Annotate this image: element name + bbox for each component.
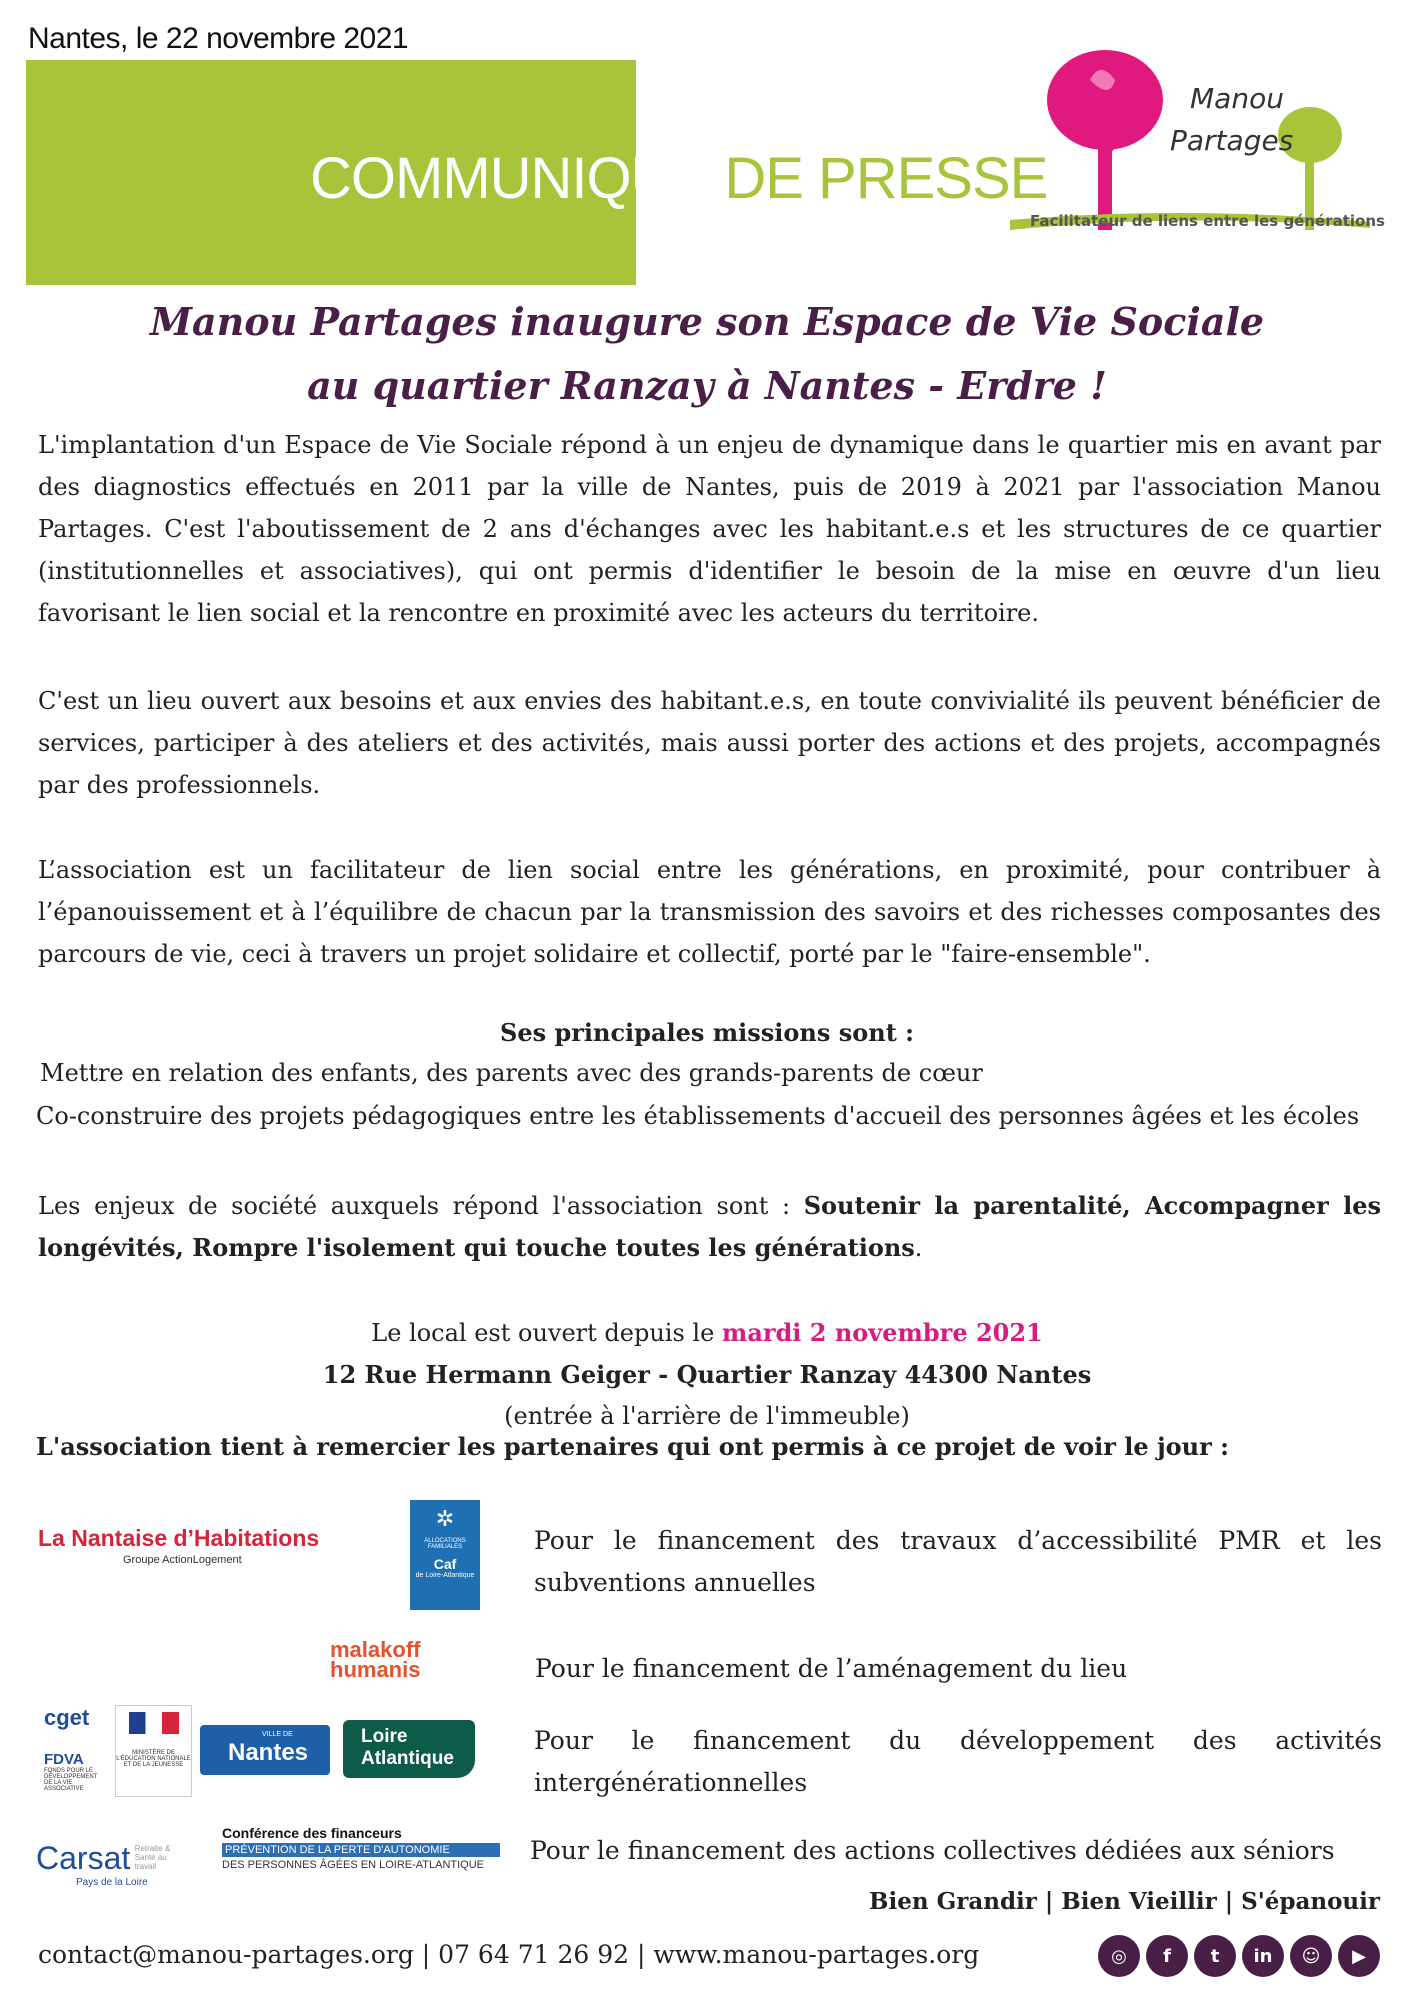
ministere-text: MINISTÈRE DE L'ÉDUCATION NATIONALE ET DE LA JEUNESSE: [116, 1750, 191, 1768]
headline: [0, 290, 1414, 418]
malakoff-logo: [330, 1637, 421, 1682]
nantaise-name: La Nantaise d’Habitations: [38, 1525, 320, 1551]
mission-item: Co-construire des projets pédagogiques entre les établissements d'accueil des personnes âgées et les écoles: [36, 1102, 1360, 1130]
stakes-end: .: [914, 1234, 923, 1262]
paragraph-1: L'implantation d'un Espace de Vie Sociale répond à un enjeu de dynamique dans le quartier mis en avant par des diagnostics effectués en 2011 par la ville de Nantes, puis de 2019 à 2021 par l'association Manou Partages. C'est l'aboutissement de 2 ans d'échanges avec les habitant.e.s et les structures de ce quartier (institutionnelles et associatives), qui ont permis d'identifier le besoin de la mise en œuvre d'un lieu favorisant le lien social et la rencontre en proximité avec les acteurs du territoire.: [38, 431, 1381, 627]
banner-title-part1: COMMUNIQUÉ: [310, 146, 710, 211]
carsat-side: Retraite & Santé au travail: [134, 1844, 171, 1871]
stakes-intro: Les enjeux de société auxquels répond l'association sont :: [38, 1192, 804, 1220]
carsat-logo: [36, 1840, 175, 1888]
opening-info: [0, 1318, 1414, 1347]
opening-date: mardi 2 novembre 2021: [721, 1318, 1043, 1347]
logo-tagline: Facilitateur de liens entre les générations: [1030, 212, 1385, 230]
headline-line1: Manou Partages inaugure son Espace de Vie Sociale: [149, 299, 1265, 344]
caf-logo: ✲ ALLOCATIONS FAMILIALES Caf de Loire-Atlantique: [410, 1500, 480, 1610]
loire-line1: Loire: [361, 1726, 408, 1747]
social-links: [1098, 1935, 1380, 1977]
headline-line2: au quartier Ranzay à Nantes - Erdre !: [307, 363, 1107, 408]
snapchat-icon[interactable]: ☺: [1290, 1935, 1332, 1977]
caf-line2: Caf: [433, 1556, 457, 1572]
fdva-sub: FONDS POUR LE DÉVELOPPEMENT DE LA VIE ASSOCIATIVE: [44, 1768, 98, 1792]
partners-thanks: L'association tient à remercier les partenaires qui ont permis à ce projet de voir le jour :: [36, 1432, 1229, 1461]
paragraph-4: [38, 1185, 1381, 1269]
funding-note-4: Pour le financement des actions collectives dédiées aux séniors: [530, 1836, 1335, 1865]
funding-note-1: Pour le financement des travaux d’accessibilité PMR et les subventions annuelles: [534, 1526, 1382, 1597]
carsat-sub: Pays de la Loire: [76, 1877, 148, 1888]
cget-fdva-logo: [44, 1705, 104, 1792]
stakes-bold: Soutenir la parentalité, Accompagner les longévités, Rompre l'isolement qui touche toutes les générations: [38, 1191, 1381, 1262]
logo-line2: Partages: [1170, 124, 1294, 157]
caf-line3: de Loire-Atlantique: [415, 1572, 475, 1579]
loire-atlantique-logo: [343, 1720, 475, 1778]
funding-note-2: Pour le financement de l’aménagement du lieu: [535, 1654, 1128, 1683]
conf-band: PRÉVENTION DE LA PERTE D'AUTONOMIE: [222, 1843, 500, 1857]
carsat-name: Carsat: [36, 1840, 131, 1876]
contact-line: contact@manou-partages.org | 07 64 71 26 92 | www.manou-partages.org: [38, 1940, 980, 1969]
youtube-icon[interactable]: ▶: [1338, 1935, 1380, 1977]
funding-note-3: Pour le financement du développement des activités intergénérationnelles: [534, 1726, 1382, 1797]
banner-title: [310, 145, 1047, 212]
opening-prefix: Le local est ouvert depuis le: [371, 1319, 722, 1347]
missions-title: Ses principales missions sont :: [499, 1018, 915, 1047]
manou-partages-logo: [1010, 40, 1370, 240]
entry-note: (entrée à l'arrière de l'immeuble): [504, 1402, 910, 1430]
mission-item: Mettre en relation des enfants, des parents avec des grands-parents de cœur: [40, 1059, 983, 1087]
instagram-icon[interactable]: ◎: [1098, 1935, 1140, 1977]
caf-line1: ALLOCATIONS FAMILIALES: [424, 1538, 466, 1550]
conf-title: Conférence des financeurs: [222, 1825, 402, 1841]
logo-line1: Manou: [1190, 82, 1284, 115]
facebook-icon[interactable]: f: [1146, 1935, 1188, 1977]
nantes-small: VILLE DE: [262, 1731, 293, 1738]
ministere-logo: [115, 1705, 192, 1797]
nantaise-logo: [38, 1525, 368, 1566]
mottos: Bien Grandir | Bien Vieillir | S'épanouir: [869, 1888, 1380, 1915]
address: 12 Rue Hermann Geiger - Quartier Ranzay 44300 Nantes: [322, 1360, 1092, 1389]
cget-label: cget: [44, 1705, 90, 1730]
paragraph-3: L’association est un facilitateur de lien social entre les générations, en proximité, pour contribuer à l’épanouissement et à l’équilibre de chacun par la transmission des savoirs et des richesses composantes des parcours de vie, ceci à travers un projet solidaire et collectif, porté par le "faire-ensemble".: [38, 856, 1381, 968]
nantes-name: Nantes: [228, 1739, 309, 1766]
nantaise-sub: Groupe ActionLogement: [123, 1554, 242, 1566]
press-release-date: Nantes, le 22 novembre 2021: [28, 22, 409, 55]
conf-sub: DES PERSONNES ÂGÉES EN LOIRE-ATLANTIQUE: [222, 1859, 485, 1871]
paragraph-2: C'est un lieu ouvert aux besoins et aux envies des habitant.e.s, en toute convivialité ils peuvent bénéficier de services, participer à des ateliers et des activités, mais aussi porter des actions et des projets, accompagnés par des professionnels.: [38, 687, 1381, 799]
fdva-label: FDVA: [44, 1751, 84, 1768]
malakoff-line1: malakoff: [330, 1637, 421, 1662]
linkedin-icon[interactable]: in: [1242, 1935, 1284, 1977]
ville-de-nantes-logo: [200, 1725, 330, 1775]
loire-line2: Atlantique: [361, 1748, 454, 1769]
twitter-icon[interactable]: t: [1194, 1935, 1236, 1977]
conference-financeurs-logo: [222, 1825, 500, 1871]
malakoff-line2: humanis: [330, 1657, 421, 1682]
banner-title-part2: DE PRESSE: [724, 146, 1048, 211]
